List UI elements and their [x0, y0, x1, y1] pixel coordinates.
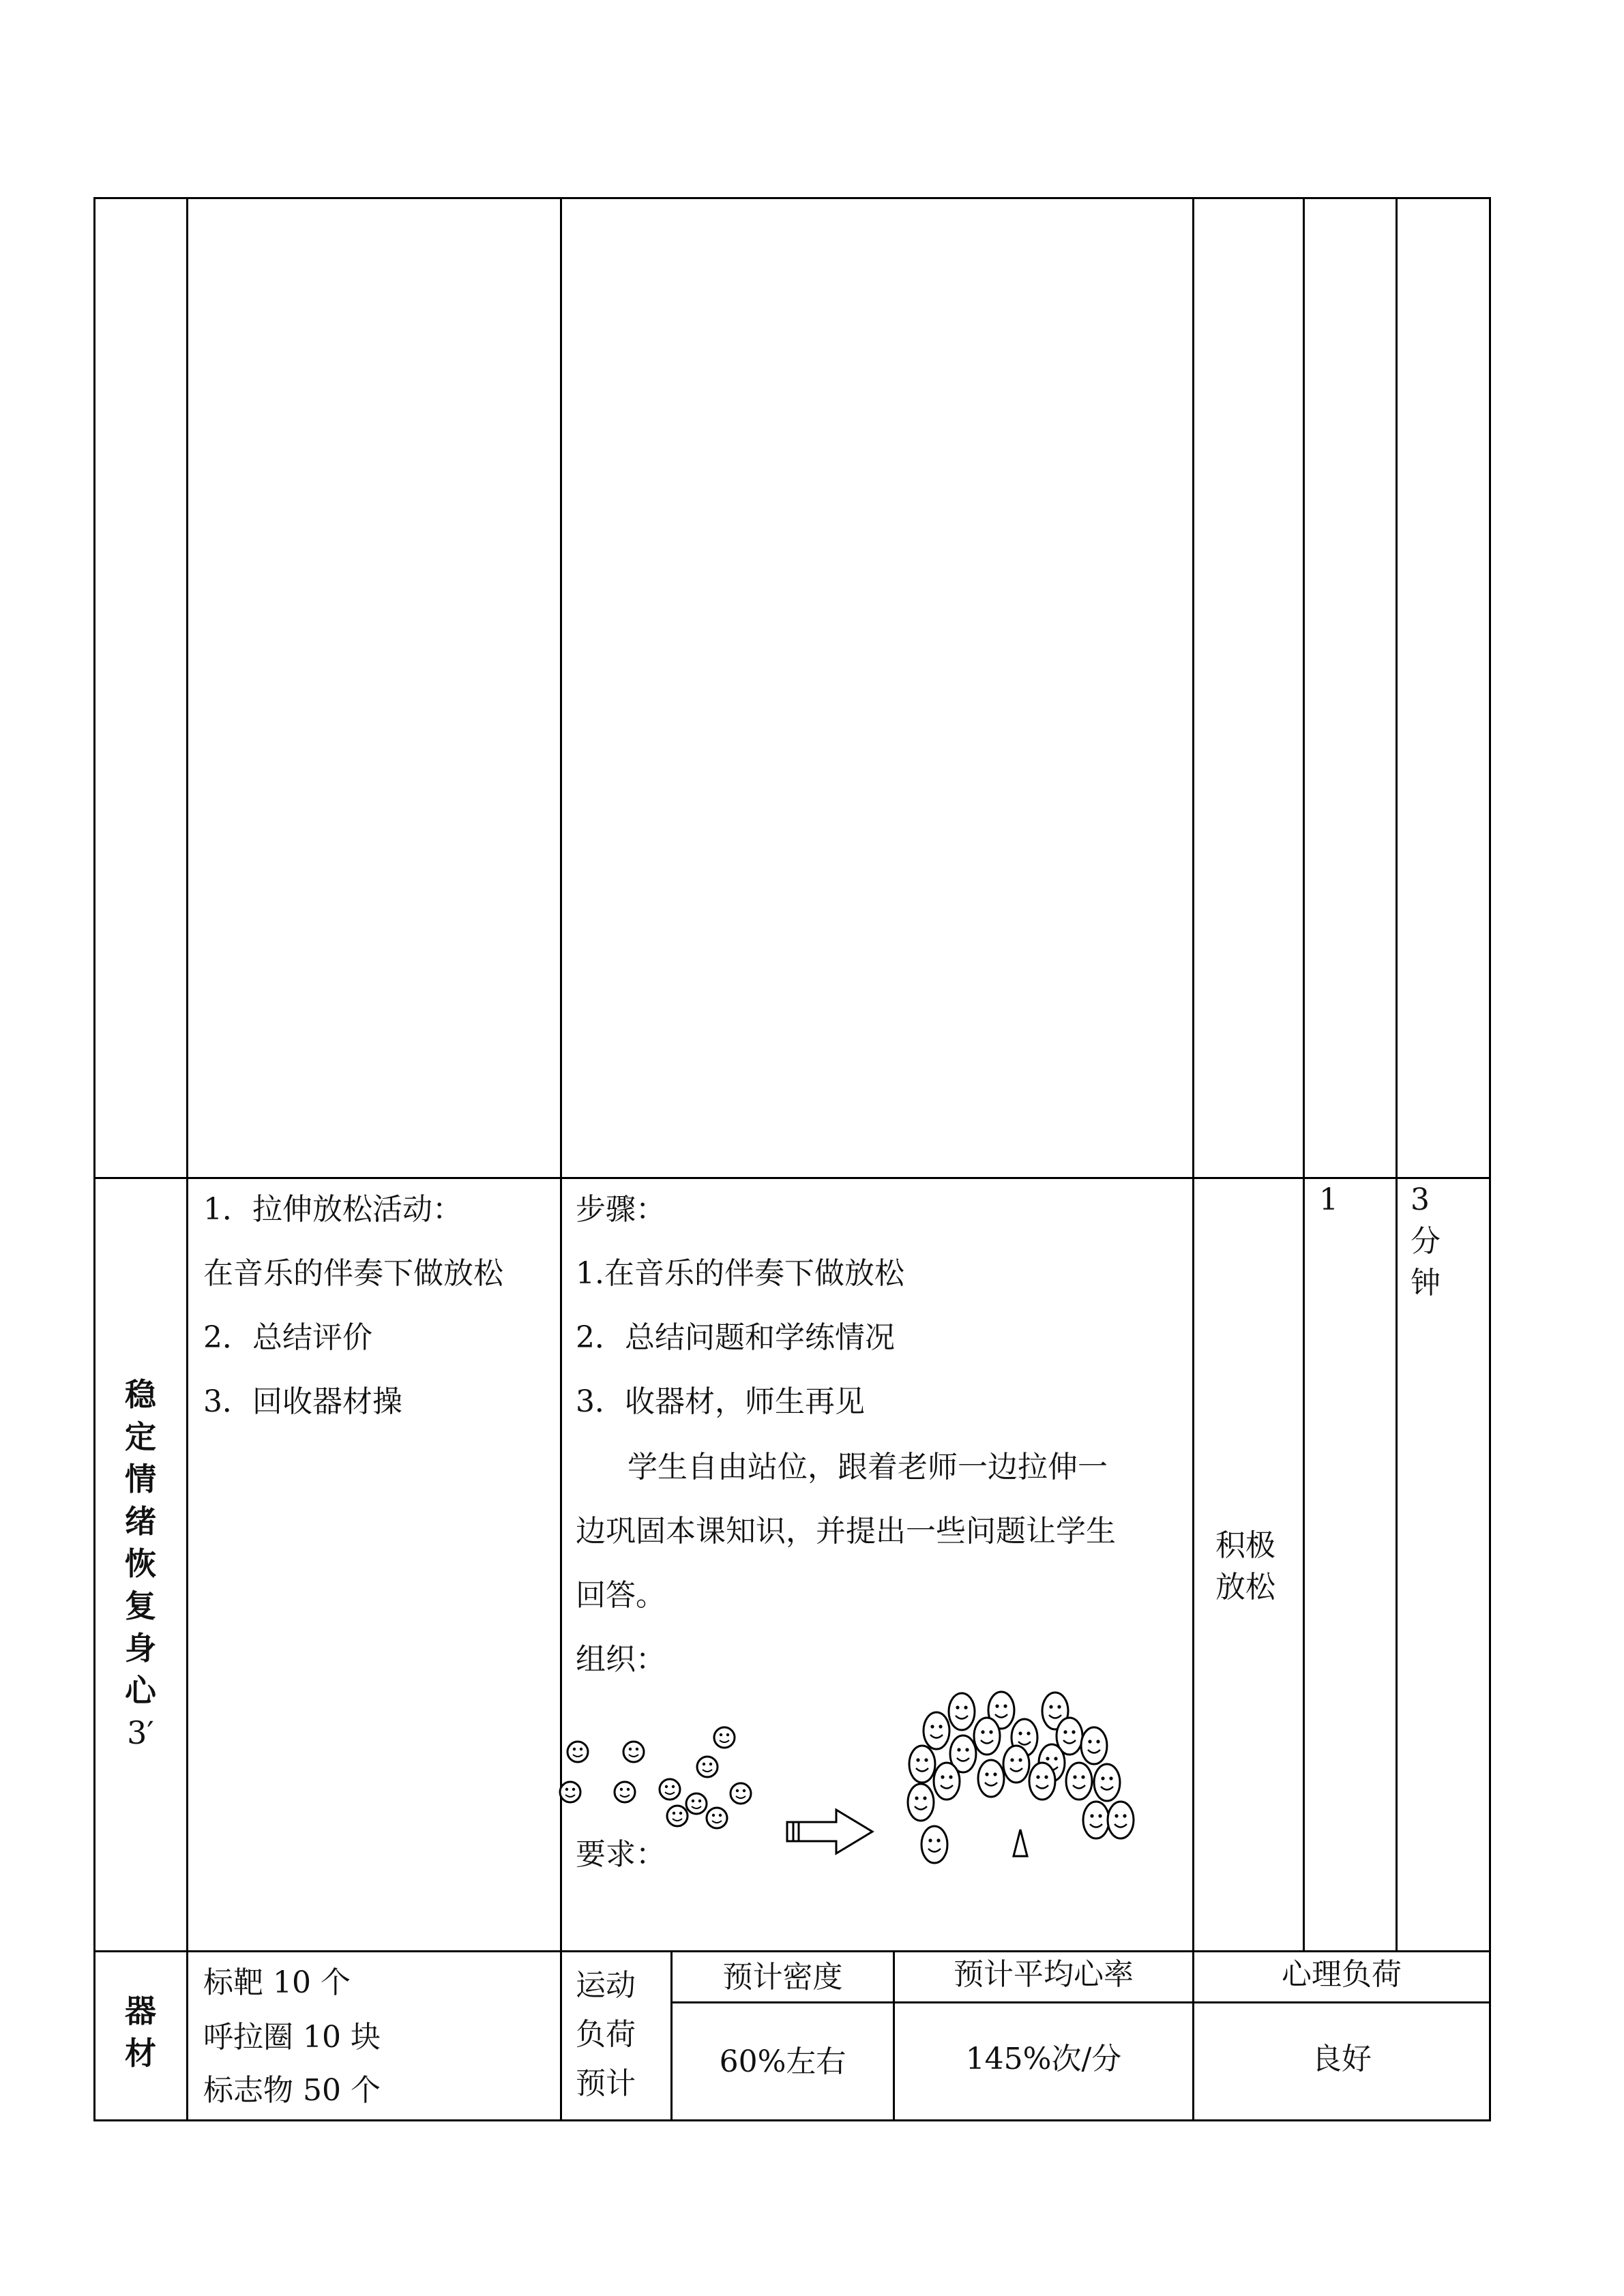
step-line: 3．收器材，师生再见 [576, 1384, 865, 1419]
load-label-line: 负荷 [576, 2017, 636, 2052]
equipment-item: 呼拉圈 10 块 [203, 2020, 381, 2055]
time-char: 3 [1411, 1182, 1430, 1217]
equipment-label-char: 材 [125, 2035, 156, 2072]
psych-load-header: 心理负荷 [1282, 1957, 1402, 1992]
equipment-item: 标靶 10 个 [203, 1965, 351, 2000]
req-title: 要求： [576, 1837, 666, 1872]
equipment-label [120, 1990, 161, 2074]
density-value: 60%左右 [719, 2044, 846, 2079]
arrow-icon [787, 1810, 872, 1853]
section-label-time: 3′ [127, 1714, 154, 1751]
section-label-char: 复 [125, 1587, 156, 1624]
time-char: 钟 [1411, 1266, 1441, 1300]
steps-title: 步骤： [576, 1192, 666, 1227]
method-paragraph-line: 回答。 [576, 1578, 666, 1613]
load-label-line: 预计 [576, 2066, 636, 2101]
section-label-char: 情 [125, 1461, 156, 1497]
method-paragraph-line: 学生自由站位，跟着老师一边拉伸一 [628, 1450, 1108, 1485]
section-label-char: 绪 [125, 1503, 156, 1540]
step-line: 1.在音乐的伴奏下做放松 [576, 1256, 904, 1291]
psych-load-value: 良好 [1312, 2042, 1372, 2076]
equipment-label-char: 器 [125, 1993, 156, 2029]
time-char: 分 [1411, 1224, 1441, 1259]
content-line: 3．回收器材操 [203, 1384, 402, 1419]
heart-rate-value: 145%次/分 [965, 2042, 1122, 2076]
equipment-item: 标志物 50 个 [203, 2073, 381, 2108]
group-count: 1 [1319, 1182, 1338, 1217]
heart-rate-header: 预计平均心率 [954, 1957, 1134, 1992]
content-line: 2．总结评价 [203, 1320, 372, 1355]
section-label-char: 稳 [125, 1376, 156, 1413]
section-label-char: 定 [125, 1418, 156, 1455]
teacher-marker [1014, 1830, 1027, 1856]
content-line: 在音乐的伴奏下做放松 [203, 1256, 503, 1291]
org-title: 组织： [576, 1642, 666, 1677]
scattered-students [560, 1727, 751, 1828]
intent-line: 积极 [1215, 1528, 1275, 1563]
content-line: 1．拉伸放松活动： [203, 1192, 462, 1227]
method-paragraph-line: 边巩固本课知识，并提出一些问题让学生 [576, 1514, 1116, 1549]
section-label-char: 恢 [125, 1545, 156, 1582]
intent-line: 放松 [1215, 1570, 1275, 1605]
section-label-char: 身 [125, 1630, 156, 1667]
section-label-char: 心 [125, 1672, 156, 1709]
density-header: 预计密度 [722, 1960, 843, 1995]
load-label-line: 运动 [576, 1968, 636, 2003]
step-line: 2．总结问题和学练情况 [576, 1320, 895, 1355]
